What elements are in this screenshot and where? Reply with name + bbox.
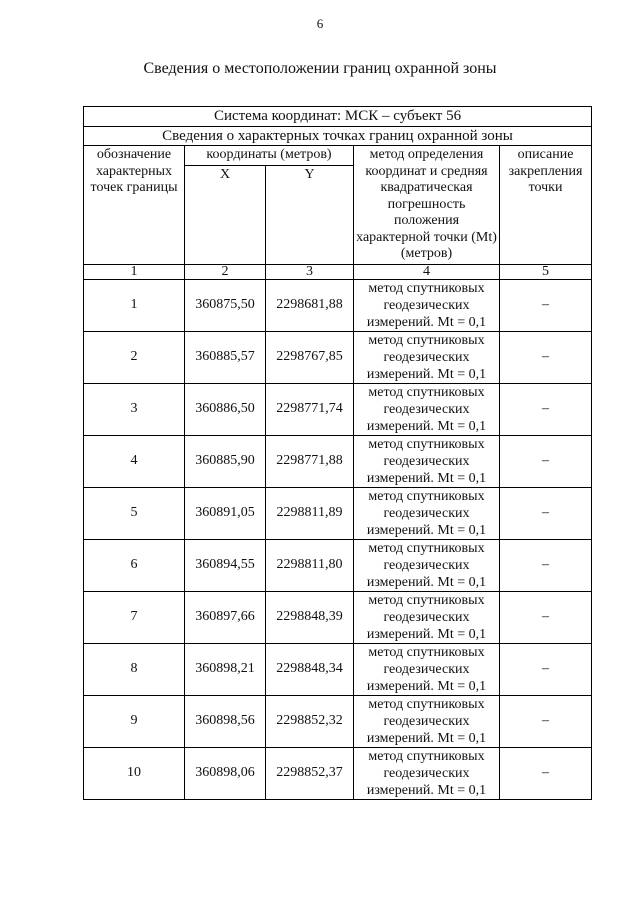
table-row xyxy=(84,383,592,435)
column-number: 2 xyxy=(185,264,266,279)
description-cell: – xyxy=(500,539,592,591)
table-row xyxy=(84,435,592,487)
x-coordinate-cell: 360894,55 xyxy=(185,539,266,591)
y-coordinate-cell: 2298848,39 xyxy=(266,591,354,643)
method-cell: метод спутниковых геодезических измерений. Mt = 0,1 xyxy=(354,435,500,487)
column-number: 4 xyxy=(354,264,500,279)
column-number: 5 xyxy=(500,264,592,279)
y-coordinate-cell: 2298811,89 xyxy=(266,487,354,539)
point-number-cell: 3 xyxy=(84,383,185,435)
page-number: 6 xyxy=(316,16,324,31)
description-cell: – xyxy=(500,695,592,747)
table-row xyxy=(84,539,592,591)
description-cell: – xyxy=(500,435,592,487)
coordinate-system-header: Система координат: МСК – субъект 56 xyxy=(84,107,592,127)
table-row xyxy=(84,487,592,539)
method-cell: метод спутниковых геодезических измерений. Mt = 0,1 xyxy=(354,591,500,643)
y-coordinate-cell: 2298681,88 xyxy=(266,279,354,331)
header-x: X xyxy=(185,165,266,264)
header-y: Y xyxy=(266,165,354,264)
x-coordinate-cell: 360898,21 xyxy=(185,643,266,695)
x-coordinate-cell: 360885,57 xyxy=(185,331,266,383)
header-coordinates: координаты (метров) xyxy=(185,146,354,166)
method-cell: метод спутниковых геодезических измерений. Mt = 0,1 xyxy=(354,279,500,331)
table-row xyxy=(84,279,592,331)
x-coordinate-cell: 360891,05 xyxy=(185,487,266,539)
table-row xyxy=(84,331,592,383)
column-number: 3 xyxy=(266,264,354,279)
header-method: метод определения координат и средняя квадратическая погрешность положения характерной точки (Mt) (метров) xyxy=(354,146,500,265)
method-cell: метод спутниковых геодезических измерений. Mt = 0,1 xyxy=(354,331,500,383)
x-coordinate-cell: 360897,66 xyxy=(185,591,266,643)
point-number-cell: 8 xyxy=(84,643,185,695)
table-row xyxy=(84,591,592,643)
y-coordinate-cell: 2298852,32 xyxy=(266,695,354,747)
y-coordinate-cell: 2298848,34 xyxy=(266,643,354,695)
section-header: Сведения о характерных точках границ охранной зоны xyxy=(84,126,592,146)
table-row xyxy=(84,643,592,695)
description-cell: – xyxy=(500,331,592,383)
description-cell: – xyxy=(500,747,592,799)
y-coordinate-cell: 2298767,85 xyxy=(266,331,354,383)
boundary-points-table xyxy=(83,106,592,800)
method-cell: метод спутниковых геодезических измерений. Mt = 0,1 xyxy=(354,643,500,695)
method-cell: метод спутниковых геодезических измерений. Mt = 0,1 xyxy=(354,383,500,435)
description-cell: – xyxy=(500,279,592,331)
description-cell: – xyxy=(500,643,592,695)
y-coordinate-cell: 2298771,74 xyxy=(266,383,354,435)
y-coordinate-cell: 2298852,37 xyxy=(266,747,354,799)
x-coordinate-cell: 360885,90 xyxy=(185,435,266,487)
description-cell: – xyxy=(500,487,592,539)
header-description: описание закрепления точки xyxy=(500,146,592,265)
y-coordinate-cell: 2298771,88 xyxy=(266,435,354,487)
method-cell: метод спутниковых геодезических измерений. Mt = 0,1 xyxy=(354,747,500,799)
x-coordinate-cell: 360898,56 xyxy=(185,695,266,747)
point-number-cell: 6 xyxy=(84,539,185,591)
y-coordinate-cell: 2298811,80 xyxy=(266,539,354,591)
table-row xyxy=(84,695,592,747)
point-number-cell: 10 xyxy=(84,747,185,799)
column-number: 1 xyxy=(84,264,185,279)
point-number-cell: 1 xyxy=(84,279,185,331)
point-number-cell: 5 xyxy=(84,487,185,539)
description-cell: – xyxy=(500,591,592,643)
x-coordinate-cell: 360898,06 xyxy=(185,747,266,799)
point-number-cell: 7 xyxy=(84,591,185,643)
table-row xyxy=(84,747,592,799)
column-number-row xyxy=(84,264,592,279)
method-cell: метод спутниковых геодезических измерений. Mt = 0,1 xyxy=(354,539,500,591)
method-cell: метод спутниковых геодезических измерений. Mt = 0,1 xyxy=(354,695,500,747)
header-point-designation: обозначение характерных точек границы xyxy=(84,146,185,265)
x-coordinate-cell: 360875,50 xyxy=(185,279,266,331)
description-cell: – xyxy=(500,383,592,435)
point-number-cell: 4 xyxy=(84,435,185,487)
x-coordinate-cell: 360886,50 xyxy=(185,383,266,435)
point-number-cell: 9 xyxy=(84,695,185,747)
document-title: Сведения о местоположении границ охранной зоны xyxy=(143,60,497,77)
point-number-cell: 2 xyxy=(84,331,185,383)
method-cell: метод спутниковых геодезических измерений. Mt = 0,1 xyxy=(354,487,500,539)
